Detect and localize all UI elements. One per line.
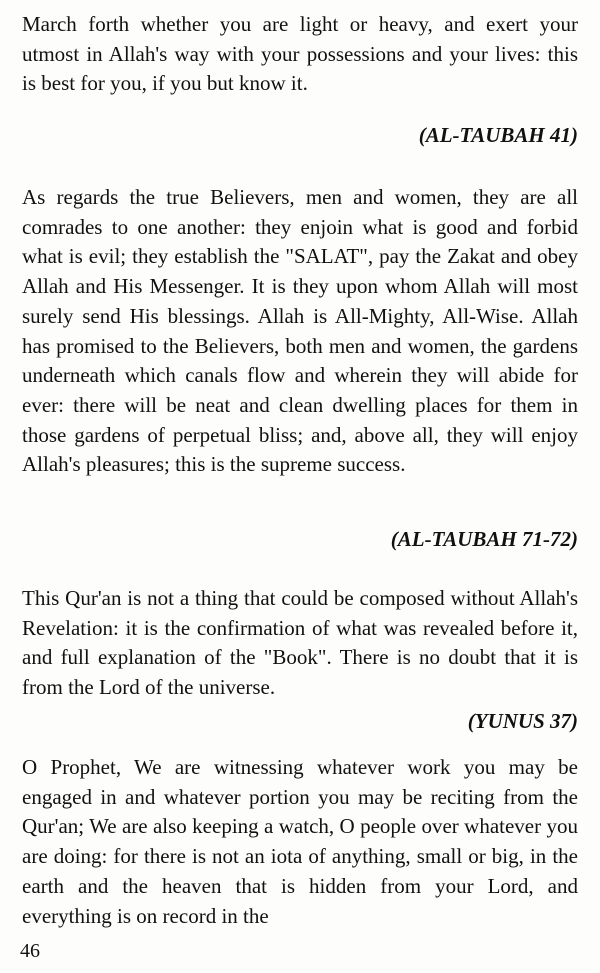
verse-citation: (AL-TAUBAH 41) <box>418 123 578 147</box>
verse-citation: (AL-TAUBAH 71-72) <box>390 527 578 551</box>
page-number: 46 <box>20 940 40 962</box>
passage-paragraph: O Prophet, We are witnessing whatever work you may be engaged in and whatever portion you may be reciting from the Qur'an; We are also keeping a watch, O people over whatever you are doing: for there is not an iota of anything, small or big, in the earth and the heaven that is hidden from your Lord, and everything is on record in the <box>22 755 578 928</box>
passage-paragraph: This Qur'an is not a thing that could be composed without Allah's Revelation: it is the confirmation of what was revealed before it, and full explanation of the "Book". There is no doubt that it is from the Lord of the universe. <box>22 586 578 700</box>
passage-paragraph: As regards the true Believers, men and women, they are all comrades to one another: they enjoin what is good and forbid what is evil; they establish the "SALAT", pay the Zakat and obey Allah and His Messenger. It is they upon whom Allah will most surely send His blessings. Allah is All-Mighty, All-Wise. Allah has promised to the Believers, both men and women, the gardens underneath which canals flow and wherein they will abide for ever: there will be neat and clean dwelling places for them in those gardens of perpetual bliss; and, above all, they will enjoy Allah's pleasures; this is the supreme success. <box>22 185 578 477</box>
passage-paragraph: March forth whether you are light or heavy, and exert your utmost in Allah's way with your possessions and your lives: this is best for you, if you but know it. <box>22 12 578 96</box>
verse-citation: (YUNUS 37) <box>467 709 578 733</box>
